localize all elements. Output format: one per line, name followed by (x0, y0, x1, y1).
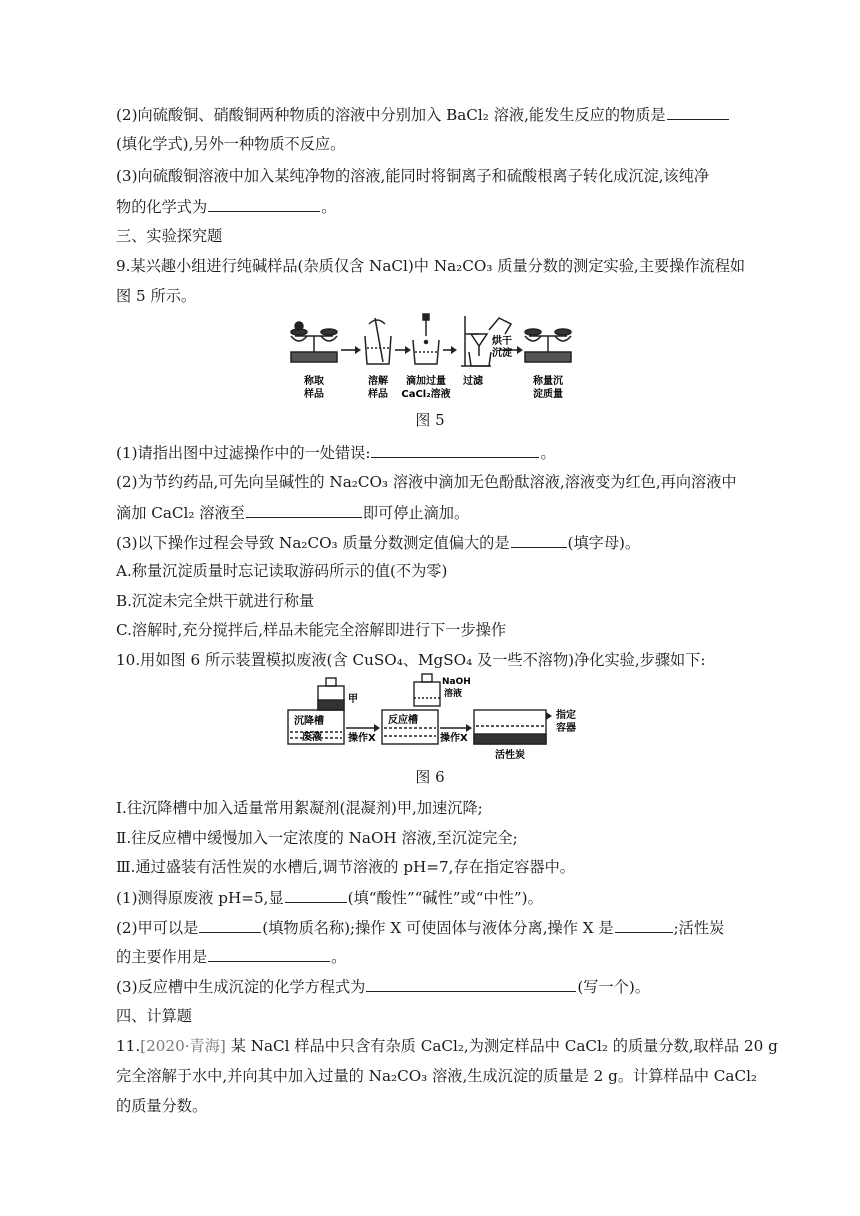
arrow-icon (546, 712, 552, 720)
dry-label: 烘干 (492, 336, 512, 347)
arrow-icon (395, 346, 411, 354)
q10-part3: (3)反应槽中生成沉淀的化学方程式为 (写一个)。 (116, 978, 650, 996)
step-label: 淀质量 (533, 389, 563, 400)
q10-part1: (1)测得原废液 pH=5,显 (填“酸性”“碱性”或“中性”)。 (116, 889, 543, 907)
option-b: B.沉淀未完全烘干就进行称量 (116, 592, 315, 610)
q9-part1: (1)请指出图中过滤操作中的一处错误: 。 (116, 444, 556, 462)
step-label: 样品 (368, 389, 388, 400)
answer-blank[interactable] (246, 502, 362, 518)
answer-blank[interactable] (511, 532, 567, 548)
dest-label: 容器 (556, 723, 576, 734)
step-label: 称量沉 (533, 376, 563, 387)
q9-stem-line1: 9.某兴趣小组进行纯碱样品(杂质仅含 NaCl)中 Na₂CO₃ 质量分数的测定实验,主要操作流程如 (116, 257, 746, 275)
q10-part2-line1: (2)甲可以是 (填物质名称);操作 X 可使固体与液体分离,操作 X 是 ;活性炭 (116, 919, 725, 937)
naoh-label: 溶液 (444, 689, 463, 699)
operation-x-label: 操作X (348, 733, 376, 744)
arrow-icon (440, 724, 472, 732)
step-label: 样品 (304, 389, 324, 400)
option-c: C.溶解时,充分搅拌后,样品未能完全溶解即进行下一步操作 (116, 621, 507, 639)
step-label: 溶解 (368, 376, 388, 387)
beaker-stir-icon (365, 318, 391, 364)
answer-blank[interactable] (208, 946, 330, 962)
bottle-icon (414, 674, 440, 706)
arrow-icon (443, 346, 457, 354)
q10-step2: Ⅱ.往反应槽中缓慢加入一定浓度的 NaOH 溶液,至沉淀完全; (116, 829, 518, 847)
answer-blank[interactable] (667, 104, 729, 120)
section-heading-experiment: 三、实验探究题 (116, 227, 223, 245)
q10-step1: Ⅰ.往沉降槽中加入适量常用絮凝剂(混凝剂)甲,加速沉降; (116, 799, 483, 817)
step-label: CaCl₂溶液 (401, 389, 451, 400)
q11-stem-line2: 完全溶解于水中,并向其中加入过量的 Na₂CO₃ 溶液,生成沉淀的质量是 2 g。计算样品中 CaCl₂ (116, 1067, 758, 1085)
q9-part2-line2: 滴加 CaCl₂ 溶液至 即可停止滴加。 (116, 504, 470, 522)
answer-blank[interactable] (366, 976, 576, 992)
tank1-label: 沉降槽 (294, 716, 324, 727)
arrow-icon (341, 346, 361, 354)
dry-label: 沉淀 (492, 348, 512, 359)
answer-blank[interactable] (371, 442, 539, 458)
q8-part2-line1: (2)向硫酸铜、硝酸铜两种物质的溶液中分别加入 BaCl₂ 溶液,能发生反应的物质是 (116, 104, 730, 125)
q11-stem-line3: 的质量分数。 (116, 1097, 208, 1115)
answer-blank[interactable] (615, 917, 673, 933)
figure-6-caption: 图 6 (415, 768, 445, 786)
naoh-label: NaOH (442, 677, 471, 687)
q10-step3: Ⅲ.通过盛装有活性炭的水槽后,调节溶液的 pH=7,存在指定容器中。 (116, 858, 575, 876)
bottle-icon (318, 678, 344, 710)
q10-stem: 10.用如图 6 所示装置模拟废液(含 CuSO₄、MgSO₄ 及一些不溶物)净化实验,步骤如下: (116, 651, 706, 669)
q8-part2-line2: (填化学式),另外一种物质不反应。 (116, 135, 346, 153)
step-label: 过滤 (463, 376, 483, 387)
figure-5-caption: 图 5 (415, 411, 445, 429)
section-heading-calculation: 四、计算题 (116, 1007, 192, 1025)
step-label: 称取 (304, 376, 324, 387)
q9-stem-line2: 图 5 所示。 (116, 287, 197, 305)
q9-part3: (3)以下操作过程会导致 Na₂CO₃ 质量分数测定值偏大的是 (填字母)。 (116, 534, 641, 552)
source-tag: [2020·青海] (140, 1037, 226, 1055)
balance-icon (291, 322, 337, 362)
dest-label: 指定 (556, 710, 576, 721)
answer-blank[interactable] (208, 196, 320, 212)
answer-blank[interactable] (199, 917, 261, 933)
operation-x-label: 操作X (440, 733, 468, 744)
figure-5-flowchart (285, 312, 575, 408)
q10-part2-line2: 的主要作用是 。 (116, 948, 347, 966)
tank1-label: 废液 (302, 732, 322, 743)
step-label: 滴加过量 (406, 376, 446, 387)
balance-icon (525, 329, 571, 362)
jia-label: 甲 (348, 694, 358, 705)
dropper-beaker-icon (413, 314, 439, 364)
figure-6-apparatus (284, 672, 584, 764)
answer-blank[interactable] (285, 887, 347, 903)
q8-part3-line1: (3)向硫酸铜溶液中加入某纯净物的溶液,能同时将铜离子和硫酸根离子转化成沉淀,该纯净 (116, 167, 710, 185)
arrow-icon (346, 724, 380, 732)
carbon-label: 活性炭 (495, 750, 525, 761)
tank2-label: 反应槽 (388, 715, 418, 726)
q9-part2-line1: (2)为节约药品,可先向呈碱性的 Na₂CO₃ 溶液中滴加无色酚酞溶液,溶液变为红色,再向溶液中 (116, 473, 737, 491)
q8-part3-line2: 物的化学式为 。 (116, 198, 337, 216)
option-a: A.称量沉淀质量时忘记读取游码所示的值(不为零) (116, 562, 448, 580)
q11-stem-line1: 11.[2020·青海] 某 NaCl 样品中只含有杂质 CaCl₂,为测定样品中 CaCl₂ 的质量分数,取样品 20 g (116, 1037, 778, 1055)
